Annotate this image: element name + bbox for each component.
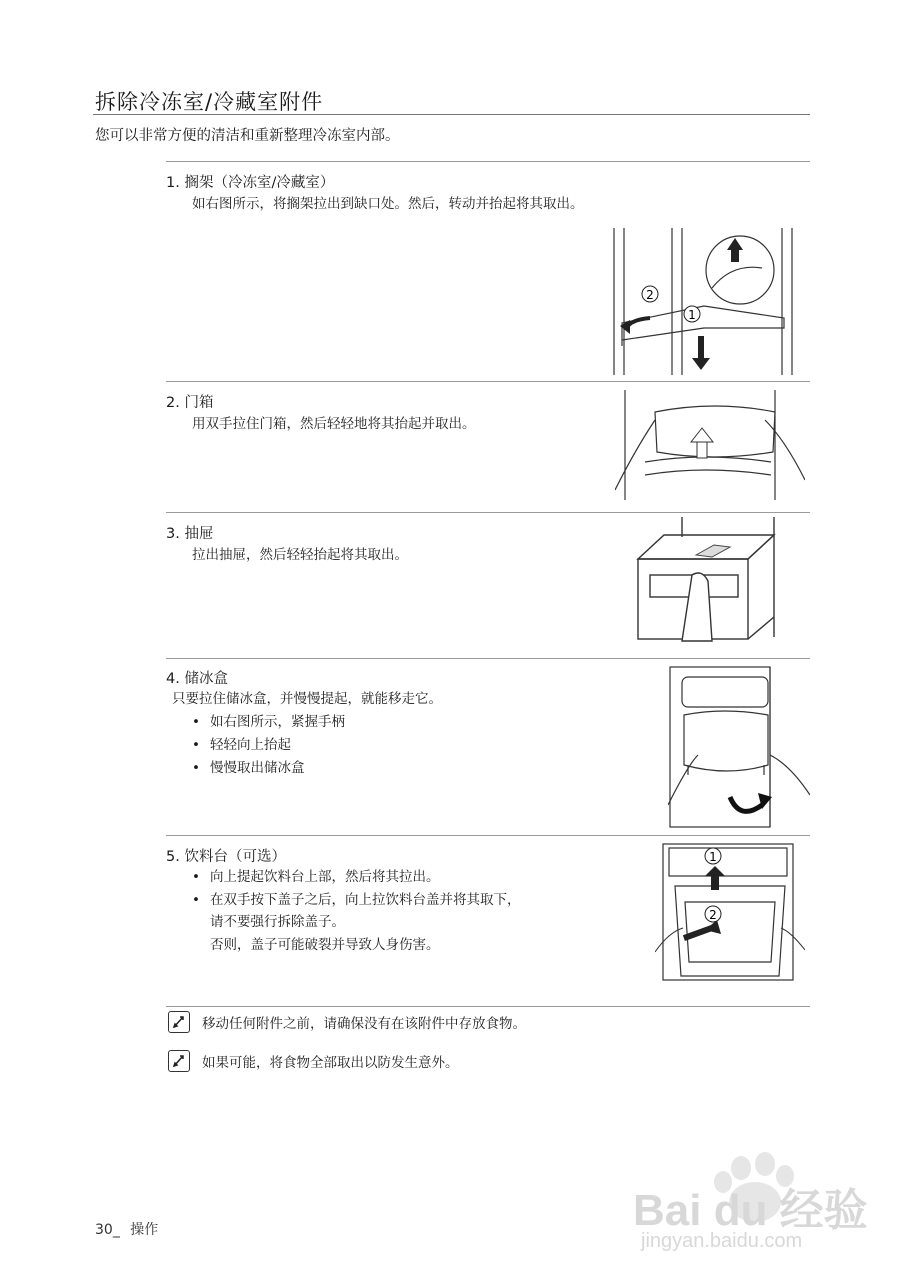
step-1-text: 如右图所示，将搁架拉出到缺口处。然后，转动并抬起将其取出。: [192, 196, 584, 212]
step-4-text: 只要拉住储冰盒，并慢慢提起，就能移走它。: [172, 691, 442, 707]
watermark-brand: Bai du 经验: [633, 1186, 868, 1235]
watermark-url: jingyan.baidu.com: [641, 1230, 803, 1252]
marker-2: 2: [646, 288, 654, 302]
note-text: 移动任何附件之前，请确保没有在该附件中存放食物。: [202, 1016, 526, 1032]
section-divider: [166, 1006, 810, 1007]
note-text: 如果可能，将食物全部取出以防发生意外。: [202, 1055, 459, 1071]
marker-2: 2: [709, 908, 717, 922]
step-4-heading: 4. 储冰盒: [166, 671, 228, 687]
shelf-removal-figure: [612, 228, 794, 375]
section-name: 操作: [130, 1222, 159, 1238]
step-2-heading: 2. 门箱: [166, 395, 214, 411]
step-3-text: 拉出抽屉，然后轻轻抬起将其取出。: [192, 547, 408, 563]
marker-1: 1: [688, 308, 696, 322]
section-divider: [166, 381, 810, 382]
section-divider: [166, 512, 810, 513]
beverage-station-figure: [655, 842, 805, 982]
section-divider: [166, 161, 810, 162]
marker-1: 1: [709, 850, 717, 864]
drawer-figure: [634, 517, 784, 645]
page-title: 拆除冷冻室/冷藏室附件: [95, 90, 324, 114]
section-divider: [166, 835, 810, 836]
step-5-bullet: • 在双手按下盖子之后，向上拉饮料台盖并将其取下，: [192, 889, 521, 912]
baidu-watermark: [633, 1150, 868, 1260]
step-1-heading: 1. 搁架（冷冻室/冷藏室）: [166, 175, 335, 191]
page-number: 30_: [95, 1222, 120, 1238]
note-icon: [168, 1011, 190, 1033]
page-footer: [95, 1219, 158, 1239]
step-5-continuation: 否则，盖子可能破裂并导致人身伤害。: [210, 937, 440, 953]
note-icon: [168, 1050, 190, 1072]
title-divider: [93, 114, 810, 115]
step-5-heading: 5. 饮料台（可选）: [166, 849, 286, 865]
step-4-bullet: • 慢慢取出储冰盒: [192, 757, 305, 780]
step-5-continuation: 请不要强行拆除盖子。: [210, 914, 345, 930]
ice-bucket-figure: [668, 665, 810, 828]
step-2-text: 用双手拉住门箱，然后轻轻地将其抬起并取出。: [192, 416, 476, 432]
step-3-heading: 3. 抽屉: [166, 526, 214, 542]
door-bin-figure: [615, 390, 805, 500]
step-4-bullet: • 轻轻向上抬起: [192, 734, 291, 757]
intro-text: 您可以非常方便的清洁和重新整理冷冻室内部。: [95, 128, 400, 144]
section-divider: [166, 658, 810, 659]
step-5-bullet: • 向上提起饮料台上部，然后将其拉出。: [192, 866, 440, 889]
step-4-bullet: • 如右图所示，紧握手柄: [192, 711, 345, 734]
